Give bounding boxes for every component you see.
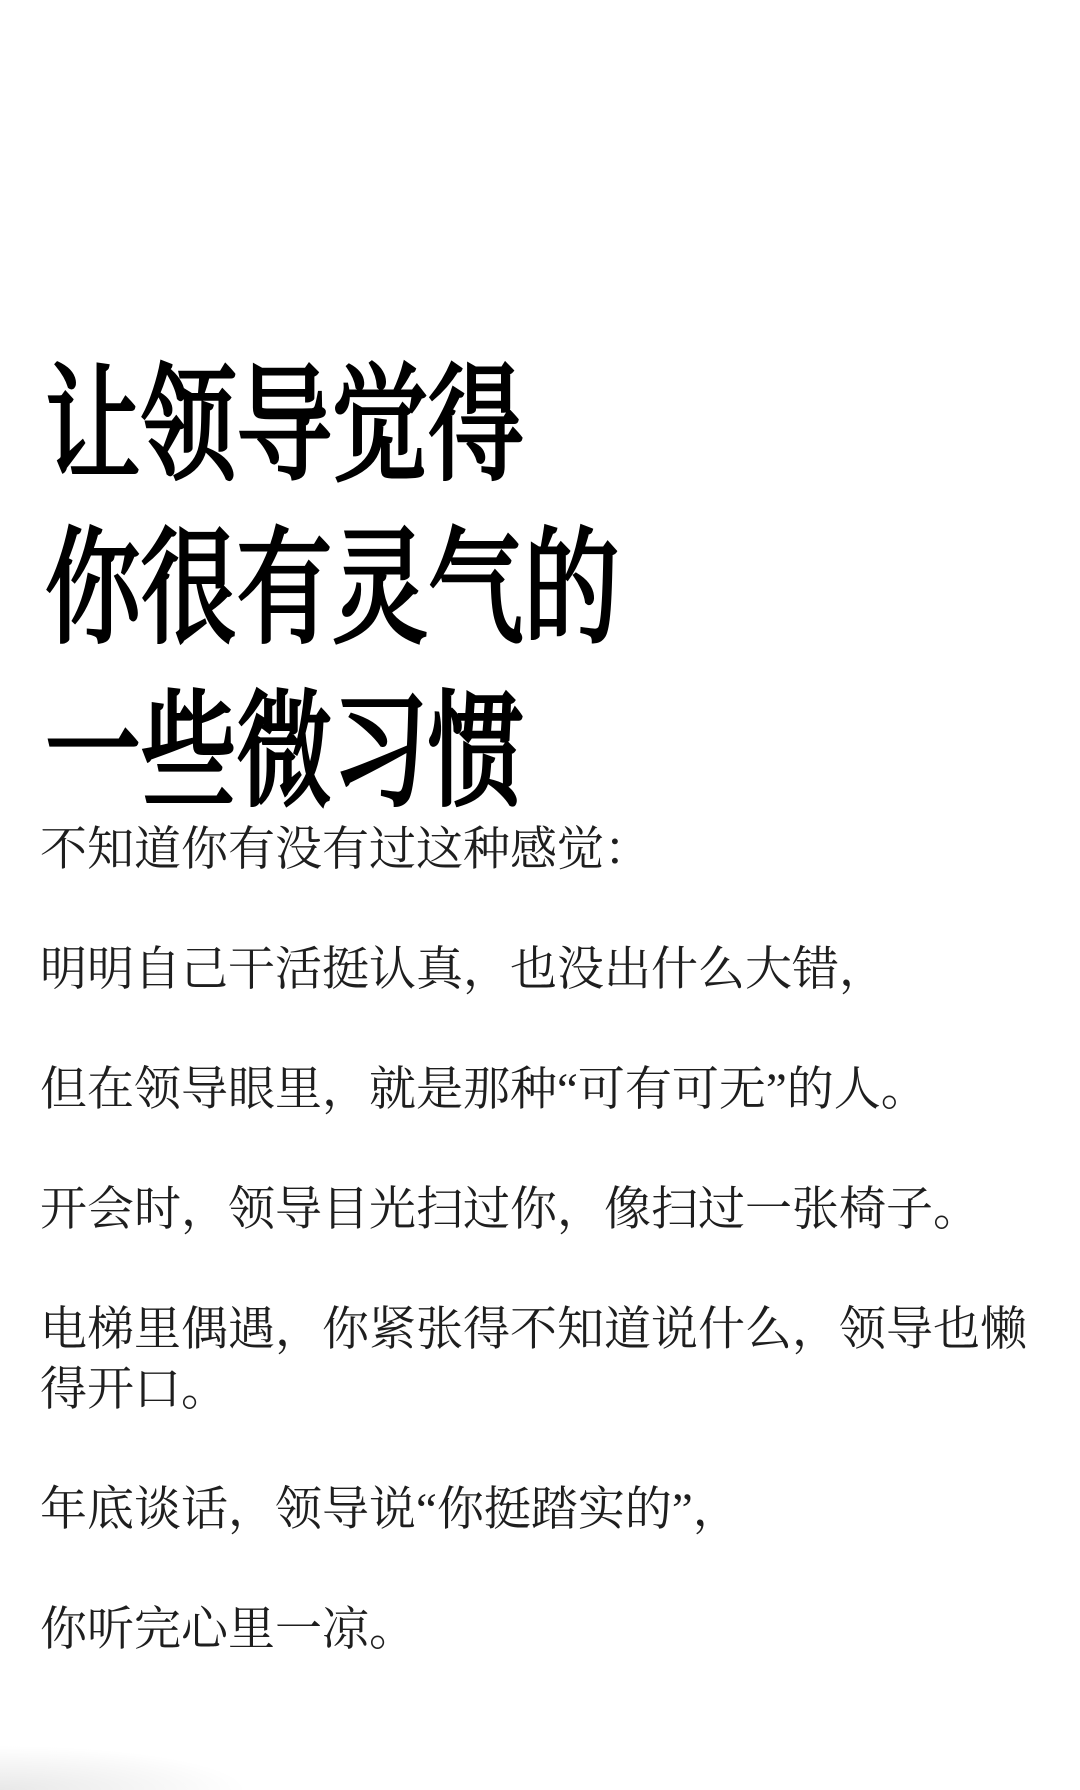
paragraph-4: 开会时，领导目光扫过你，像扫过一张椅子。 xyxy=(40,1184,980,1236)
title-line-3: 一些微习惯 xyxy=(45,684,524,824)
paragraph-5: 电梯里偶遇，你紧张得不知道说什么，领导也懒得开口。 xyxy=(40,1304,1027,1416)
paragraph-7: 你听完心里一凉。 xyxy=(40,1604,416,1656)
paragraph-6: 年底谈话，领导说“你挺踏实的”， xyxy=(40,1484,740,1536)
paragraph-1: 不知道你有没有过这种感觉： xyxy=(40,824,651,876)
corner-shade xyxy=(0,1745,250,1790)
title-line-2: 你很有灵气的 xyxy=(45,521,620,661)
title-line-1: 让领导觉得 xyxy=(45,358,524,498)
article-body xyxy=(40,820,1052,1720)
page-title xyxy=(45,346,620,835)
paragraph-3: 但在领导眼里，就是那种“可有可无”的人。 xyxy=(40,1064,928,1116)
paragraph-2: 明明自己干活挺认真，也没出什么大错， xyxy=(40,944,886,996)
